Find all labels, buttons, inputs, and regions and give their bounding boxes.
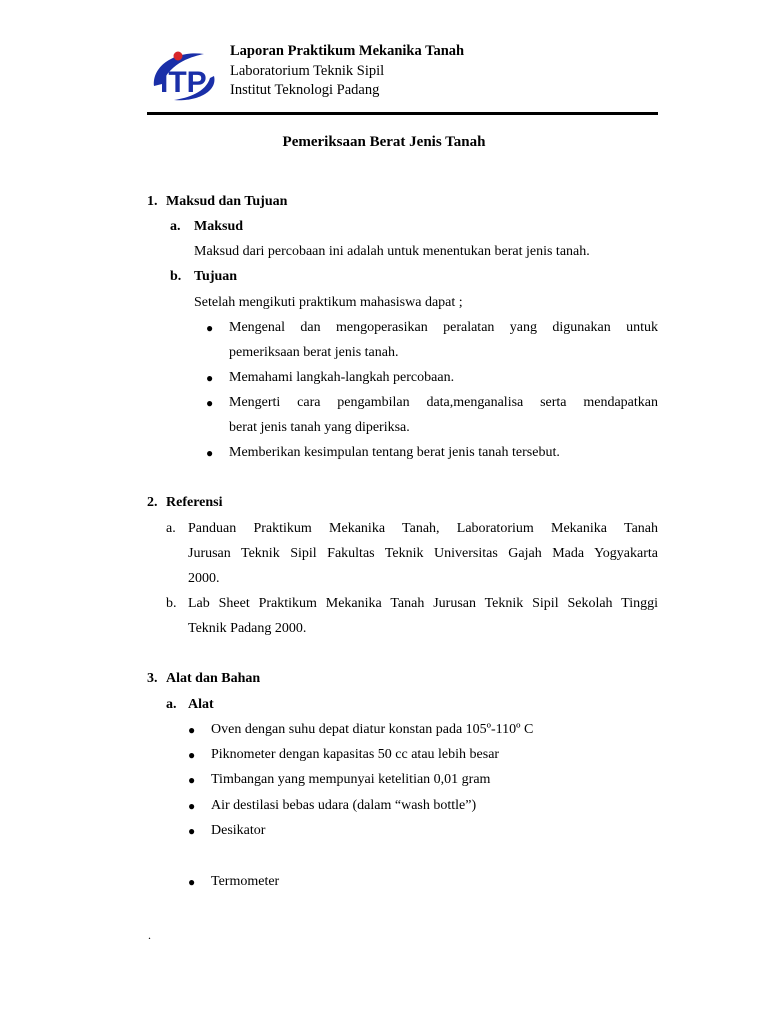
report-title: Laporan Praktikum Mekanika Tanah	[230, 43, 465, 59]
bullet-icon: ●	[206, 371, 214, 385]
header-divider	[147, 112, 658, 115]
section-1-heading: Maksud dan Tujuan	[166, 194, 288, 209]
ref-a-line3: 2000.	[188, 571, 220, 586]
section-2-heading: Referensi	[166, 495, 223, 510]
sub-a-heading: Maksud	[194, 219, 244, 234]
institute-name: Institut Teknologi Padang	[230, 82, 380, 98]
bullet-icon: ●	[188, 824, 196, 838]
bullet-icon: ●	[188, 799, 196, 813]
alat-item-1: Oven dengan suhu depat diatur konstan pada 105º-110º C	[211, 722, 534, 737]
tujuan-item-3-line1: Mengerti cara pengambilan data,menganalisa serta mendapatkan	[229, 395, 658, 410]
section-2-number: 2.	[147, 495, 158, 510]
ref-b-line1: Lab Sheet Praktikum Mekanika Tanah Jurusan Teknik Sipil Sekolah Tinggi	[188, 596, 658, 611]
bullet-icon: ●	[206, 321, 214, 335]
bullet-icon: ●	[188, 723, 196, 737]
ref-b-letter: b.	[166, 596, 177, 611]
tujuan-item-1-line1: Mengenal dan mengoperasikan peralatan yang digunakan untuk	[229, 320, 658, 335]
sub-a-letter: a.	[170, 219, 181, 234]
alat-item-3: Timbangan yang mempunyai ketelitian 0,01 gram	[211, 772, 491, 787]
tujuan-item-2: Memahami langkah-langkah percobaan.	[229, 370, 455, 385]
maksud-text: Maksud dari percobaan ini adalah untuk menentukan berat jenis tanah.	[194, 244, 590, 259]
section-3-heading: Alat dan Bahan	[166, 671, 261, 686]
bullet-icon: ●	[188, 773, 196, 787]
document-title: Pemeriksaan Berat Jenis Tanah	[282, 134, 486, 150]
sub-b-heading: Tujuan	[194, 269, 238, 284]
section-1-number: 1.	[147, 194, 158, 209]
tujuan-intro: Setelah mengikuti praktikum mahasiswa dapat ;	[194, 295, 463, 310]
report-header	[148, 42, 658, 108]
sub-b-letter: b.	[170, 269, 182, 284]
svg-text:ITP: ITP	[160, 66, 207, 99]
bullet-icon: ●	[206, 396, 214, 410]
ref-a-line2: Jurusan Teknik Sipil Fakultas Teknik Universitas Gajah Mada Yogyakarta	[188, 546, 658, 561]
alat-item-5: Desikator	[211, 823, 266, 838]
lab-name: Laboratorium Teknik Sipil	[230, 62, 385, 79]
tujuan-item-4: Memberikan kesimpulan tentang berat jenis tanah tersebut.	[229, 445, 560, 460]
alat-heading: Alat	[188, 697, 214, 712]
alat-item-6: Termometer	[211, 874, 280, 889]
footer-dot: .	[148, 928, 151, 942]
bullet-icon: ●	[188, 748, 196, 762]
section-3-number: 3.	[147, 671, 158, 686]
alat-letter: a.	[166, 697, 177, 712]
ref-a-letter: a.	[166, 521, 176, 536]
ref-a-line1: Panduan Praktikum Mekanika Tanah, Laboratorium Mekanika Tanah	[188, 521, 658, 536]
ref-b-line2: Teknik Padang 2000.	[188, 621, 307, 636]
alat-item-2: Piknometer dengan kapasitas 50 cc atau lebih besar	[211, 747, 500, 762]
bullet-icon: ●	[206, 446, 214, 460]
tujuan-item-1-line2: pemeriksaan berat jenis tanah.	[229, 345, 399, 360]
tujuan-item-3-line2: berat jenis tanah yang diperiksa.	[229, 420, 410, 435]
bullet-icon: ●	[188, 875, 196, 889]
alat-item-4: Air destilasi bebas udara (dalam “wash bottle”)	[211, 798, 477, 813]
itp-logo	[148, 46, 222, 104]
